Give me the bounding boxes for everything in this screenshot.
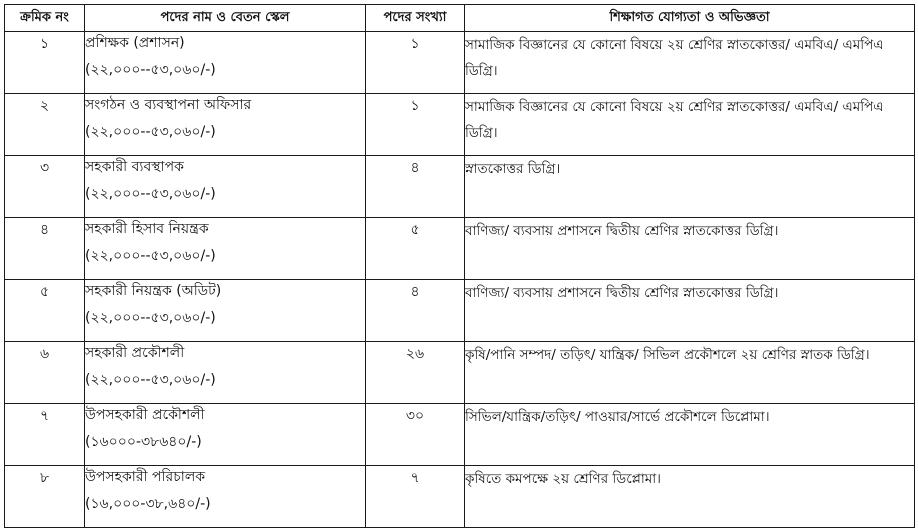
post-count-cell: ৫ [366,218,465,280]
post-name: উপসহকারী প্রকৌশলী [85,407,205,423]
qualification-text: বাণিজ্য/ ব্যবসায় প্রশাসনে দ্বিতীয় শ্রেণির স্নাতকোত্তর ডিগ্রি। [465,285,779,301]
post-cell [85,156,366,218]
post-name: সহকারী হিসাব নিয়ন্ত্রক [85,221,209,237]
post-count-cell: ৭ [366,466,465,528]
qualification-cell [465,218,915,280]
table-row [5,466,915,528]
post-count-cell: ৪ [366,280,465,342]
serial-cell: ৭ [5,404,85,466]
post-name: সহকারী নিয়ন্ত্রক (অডিট) [85,283,222,299]
serial-cell: ৮ [5,466,85,528]
qualification-text: সামাজিক বিজ্ঞানের যে কোনো বিষয়ে ২য় শ্রেণির স্নাতকোত্তর/ এমবিএ/ এমপিএ ডিগ্রি। [465,99,884,141]
table-row [5,218,915,280]
table-row [5,280,915,342]
post-name: উপসহকারী পরিচালক [85,469,206,485]
post-count-cell: ৪ [366,156,465,218]
serial-cell: ৬ [5,342,85,404]
serial-cell: ৫ [5,280,85,342]
header-qualification: শিক্ষাগত যোগ্যতা ও অভিজ্ঞতা [465,5,915,32]
post-name: সহকারী ব্যবস্থাপক [85,159,184,175]
post-count-cell: ২৬ [366,342,465,404]
qualification-cell [465,404,915,466]
post-count-cell: ১ [366,94,465,156]
pay-scale: (১৬,০০০-৩৮,৬৪০/-) [85,496,211,512]
post-cell [85,280,366,342]
serial-cell: ৩ [5,156,85,218]
qualification-text: সামাজিক বিজ্ঞানের যে কোনো বিষয়ে ২য় শ্রেণির স্নাতকোত্তর/ এমবিএ/ এমপিএ ডিগ্রি। [465,37,884,79]
serial-cell: ১ [5,32,85,94]
post-count-cell: ১ [366,32,465,94]
post-cell [85,466,366,528]
post-count-cell: ৩০ [366,404,465,466]
table-row [5,94,915,156]
post-name: প্রশিক্ষক (প্রশাসন) [85,35,185,51]
pay-scale: (২২,০০০--৫৩,০৬০/-) [85,186,216,202]
table-row [5,156,915,218]
pay-scale: (২২,০০০--৫৩,০৬০/-) [85,372,216,388]
posts-table [4,4,915,528]
header-post-count: পদের সংখ্যা [366,5,465,32]
qualification-text: কৃষি/পানি সম্পদ/ তড়িৎ/ যান্ত্রিক/ সিভিল প্রকৌশলে ২য় শ্রেণির স্নাতক ডিগ্রি। [465,347,870,363]
post-name: সংগঠন ও ব্যবস্থাপনা অফিসার [85,97,252,113]
qualification-text: কৃষিতে কমপক্ষে ২য় শ্রেণির ডিপ্লোমা। [465,471,662,487]
table-row [5,404,915,466]
qualification-text: স্নাতকোত্তর ডিগ্রি। [465,161,561,177]
post-cell [85,32,366,94]
post-cell [85,94,366,156]
table-row [5,32,915,94]
qualification-text: বাণিজ্য/ ব্যবসায় প্রশাসনে দ্বিতীয় শ্রেণির স্নাতকোত্তর ডিগ্রি। [465,223,779,239]
qualification-cell [465,32,915,94]
qualification-cell [465,342,915,404]
serial-cell: ২ [5,94,85,156]
table-header-row [5,5,915,32]
header-post-and-scale: পদের নাম ও বেতন স্কেল [85,5,366,32]
post-cell [85,342,366,404]
table-row [5,342,915,404]
post-cell [85,404,366,466]
pay-scale: (২২,০০০--৫৩,০৬০/-) [85,124,216,140]
qualification-cell [465,94,915,156]
pay-scale: (২২,০০০--৫৩,০৬০/-) [85,62,216,78]
pay-scale: (১৬০০০-৩৮৬৪০/-) [85,434,202,450]
qualification-text: সিভিল/যান্ত্রিক/তড়িৎ/ পাওয়ার/সার্ভে প্রকৌশলে ডিপ্লোমা। [465,409,770,425]
qualification-cell [465,156,915,218]
post-name: সহকারী প্রকৌশলী [85,345,185,361]
pay-scale: (২২,০০০--৫৩,০৬০/-) [85,310,216,326]
header-serial: ক্রমিক নং [5,5,85,32]
post-cell [85,218,366,280]
serial-cell: ৪ [5,218,85,280]
pay-scale: (২২,০০০--৫৩,০৬০/-) [85,248,216,264]
qualification-cell [465,280,915,342]
qualification-cell [465,466,915,528]
